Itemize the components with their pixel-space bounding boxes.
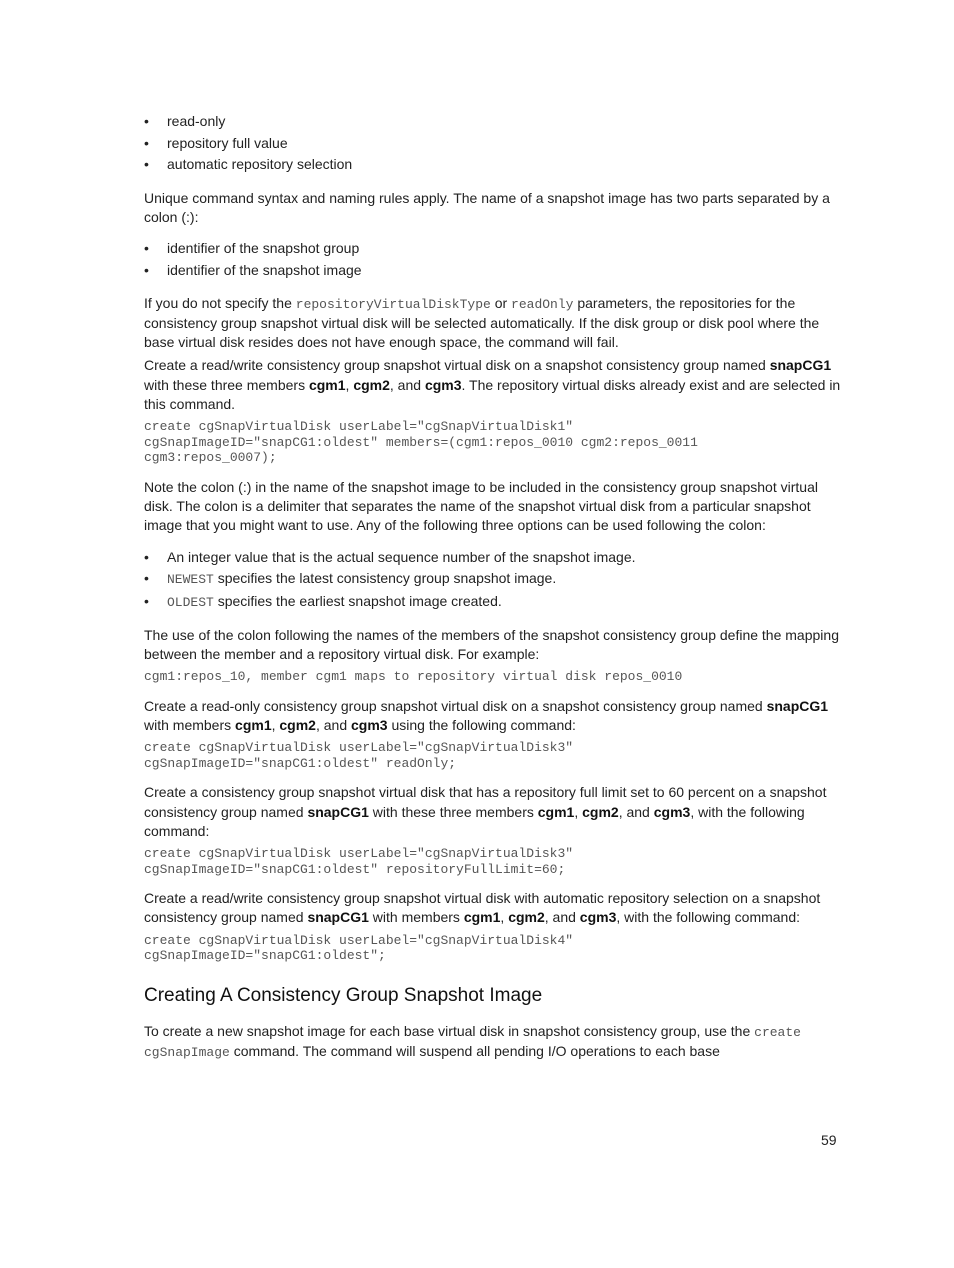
bullet-list-properties [144, 112, 844, 174]
paragraph-naming-rules: Unique command syntax and naming rules apply. The name of a snapshot image has two parts separated by a colon (:): [144, 189, 830, 226]
paragraph-readonly-example: Create a read-only consistency group snapshot virtual disk on a snapshot consistency group named snapCG1 with members cgm1, cgm2, and cgm3 using the following command: [144, 697, 829, 733]
paragraph-fulllimit-example: Create a consistency group snapshot virtual disk that has a repository full limit set to 60 percent on a snapshot consistency group named snapCG1 with these three members cgm1, cgm2, and cgm3, with the following command: [144, 784, 827, 839]
list-item: • identifier of the snapshot group [144, 239, 844, 258]
inline-code: NEWEST [167, 572, 214, 588]
list-item: • OLDEST specifies the earliest snapshot image created. [144, 592, 844, 612]
bullet-list-colon-options [144, 548, 844, 612]
list-item: • repository full value [144, 134, 844, 153]
paragraph-create-snapimage: To create a new snapshot image for each base virtual disk in snapshot consistency group, use the create cgSnapImage command. The command will suspend all pending I/O operations to each base [144, 1022, 801, 1060]
page-content [144, 112, 844, 1062]
list-item: • identifier of the snapshot image [144, 261, 844, 280]
code-block: create cgSnapVirtualDisk userLabel="cgSnapVirtualDisk3" cgSnapImageID="snapCG1:oldest" readOnly; [144, 740, 574, 771]
code-block: create cgSnapVirtualDisk userLabel="cgSnapVirtualDisk3" cgSnapImageID="snapCG1:oldest" repositoryFullLimit=60; [144, 846, 574, 877]
paragraph-repository-auto: If you do not specify the repositoryVirtualDiskType or readOnly parameters, the repositories for the consistency group snapshot virtual disk will be selected automatically. If the disk group or disk pool where the base virtual disk resides does not have enough space, the command will fail. [144, 294, 820, 351]
inline-code: repositoryVirtualDiskType [295, 296, 491, 312]
paragraph-auto-repository-example: Create a read/write consistency group snapshot virtual disk with automatic repository selection on a snapshot consistency group named snapCG1 with members cgm1, cgm2, and cgm3, with the following command: [144, 890, 821, 926]
paragraph-mapping: The use of the colon following the names of the members of the snapshot consistency group define the mapping between the member and a repository virtual disk. For example: [144, 626, 839, 662]
inline-code: create cgSnapImage [144, 1024, 801, 1060]
page-number: 59 [821, 1132, 837, 1148]
list-item: • read-only [144, 112, 844, 131]
paragraph-colon-note: Note the colon (:) in the name of the snapshot image to be included in the consistency group snapshot virtual disk. The colon is a delimiter that separates the name of the snapshot virtual disk from a particular snapshot image that you might want to use. Any of the following three options can be used following the colon: [144, 478, 818, 534]
list-item: • automatic repository selection [144, 155, 844, 174]
list-item: • NEWEST specifies the latest consistency group snapshot image. [144, 569, 844, 589]
inline-code: readOnly [511, 296, 574, 312]
section-heading: Creating A Consistency Group Snapshot Image [144, 984, 543, 1006]
paragraph-readwrite-example: Create a read/write consistency group snapshot virtual disk on a snapshot consistency group named snapCG1 with these three members cgm1, cgm2, and cgm3. The repository virtual disks already exist and are selected in this command. [144, 357, 841, 413]
bullet-list-name-parts [144, 239, 844, 280]
code-block: create cgSnapVirtualDisk userLabel="cgSnapVirtualDisk4" cgSnapImageID="snapCG1:oldest"; [144, 932, 574, 964]
list-item: • An integer value that is the actual sequence number of the snapshot image. [144, 548, 844, 567]
inline-code: OLDEST [167, 594, 214, 610]
code-block: create cgSnapVirtualDisk userLabel="cgSnapVirtualDisk1" cgSnapImageID="snapCG1:oldest" members=(cgm1:repos_0010 cgm2:repos_0011 cgm3:repos_0007); [144, 419, 698, 466]
code-block: cgm1:repos_10, member cgm1 maps to repository virtual disk repos_0010 [144, 669, 683, 685]
